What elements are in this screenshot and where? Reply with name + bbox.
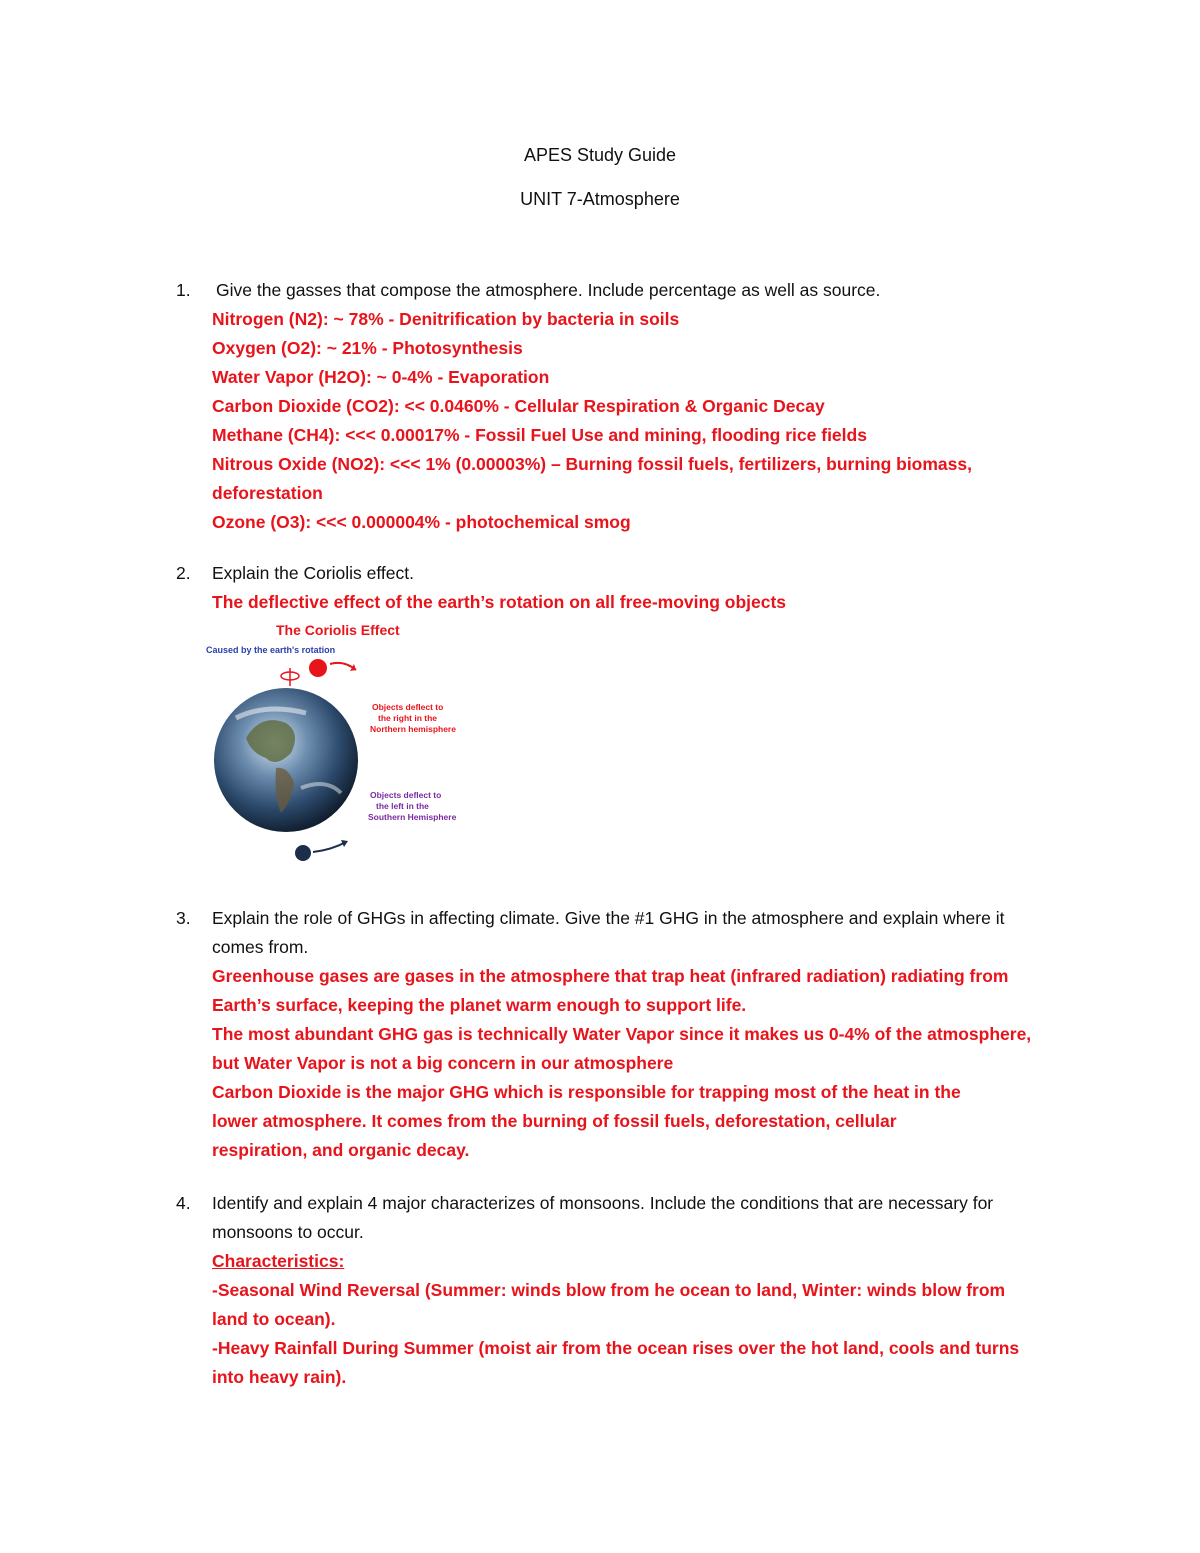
figure-title: The Coriolis Effect — [276, 622, 400, 638]
question-body — [212, 1189, 1032, 1392]
question-number: 4. — [176, 1193, 191, 1213]
answer-line: Ozone (O3): <<< 0.000004% - photochemical smog — [212, 512, 631, 532]
question-number: 3. — [176, 908, 191, 928]
question-number: 1. — [176, 280, 191, 300]
north-object-icon — [309, 659, 327, 677]
question-body — [212, 276, 1042, 537]
figure-subtitle: Caused by the earth's rotation — [206, 645, 336, 655]
north-label: Northern hemisphere — [370, 724, 456, 734]
answer-line: Methane (CH4): <<< 0.00017% - Fossil Fuel Use and mining, flooding rice fields — [212, 425, 867, 445]
south-arrow-icon — [313, 842, 346, 852]
answer-paragraph: Greenhouse gases are gases in the atmosphere that trap heat (infrared radiation) radiating from Earth’s surface, keeping the planet warm enough to support life. — [212, 966, 1009, 1015]
answer-line: Oxygen (O2): ~ 21% - Photosynthesis — [212, 338, 523, 358]
question-prompt: Identify and explain 4 major characterizes of monsoons. Include the conditions that are necessary for monsoons to occur. — [212, 1193, 994, 1242]
unit-title: UNIT 7-Atmosphere — [520, 189, 680, 209]
answer-paragraph: -Heavy Rainfall During Summer (moist air from the ocean rises over the hot land, cools and turns into heavy rain). — [212, 1338, 1020, 1387]
question-number: 2. — [176, 563, 191, 583]
answer-paragraph: The most abundant GHG gas is technically Water Vapor since it makes us 0-4% of the atmosphere, but Water Vapor is not a big concern in our atmosphere — [212, 1024, 1032, 1073]
question-body — [212, 559, 1042, 617]
question-body — [212, 904, 1042, 1165]
characteristics-heading: Characteristics: — [212, 1251, 345, 1271]
south-label: the left in the — [376, 801, 429, 811]
question-prompt: Give the gasses that compose the atmosphere. Include percentage as well as source. — [216, 280, 881, 300]
answer-heading — [212, 1247, 1032, 1276]
north-label: the right in the — [378, 713, 438, 723]
north-label: Objects deflect to — [372, 702, 444, 712]
south-label: Objects deflect to — [370, 790, 442, 800]
south-object-icon — [295, 845, 311, 861]
answer-paragraph: Carbon Dioxide is the major GHG which is responsible for trapping most of the heat in the lower atmosphere. It comes from the burning of fossil fuels, deforestation, cellular respiration, and organic decay. — [212, 1082, 961, 1160]
coriolis-figure — [206, 618, 476, 868]
question-prompt: Explain the role of GHGs in affecting climate. Give the #1 GHG in the atmosphere and explain where it comes from. — [212, 908, 1005, 957]
south-label: Southern Hemisphere — [368, 812, 457, 822]
document-title: APES Study Guide — [523, 145, 677, 165]
answer-paragraph: -Seasonal Wind Reversal (Summer: winds blow from he ocean to land, Winter: winds blow from land to ocean). — [212, 1280, 1006, 1329]
answer-line: Carbon Dioxide (CO2): << 0.0460% - Cellular Respiration & Organic Decay — [212, 396, 825, 416]
answer-line: Water Vapor (H2O): ~ 0-4% - Evaporation — [212, 367, 550, 387]
answer-line: Nitrous Oxide (NO2): <<< 1% (0.00003%) – Burning fossil fuels, fertilizers, burning biomass, deforestation — [212, 454, 972, 503]
answer-line: Nitrogen (N2): ~ 78% - Denitrification by bacteria in soils — [212, 309, 680, 329]
answer-line: The deflective effect of the earth’s rotation on all free-moving objects — [212, 592, 787, 612]
coriolis-diagram — [206, 618, 476, 868]
question-prompt: Explain the Coriolis effect. — [212, 563, 415, 583]
